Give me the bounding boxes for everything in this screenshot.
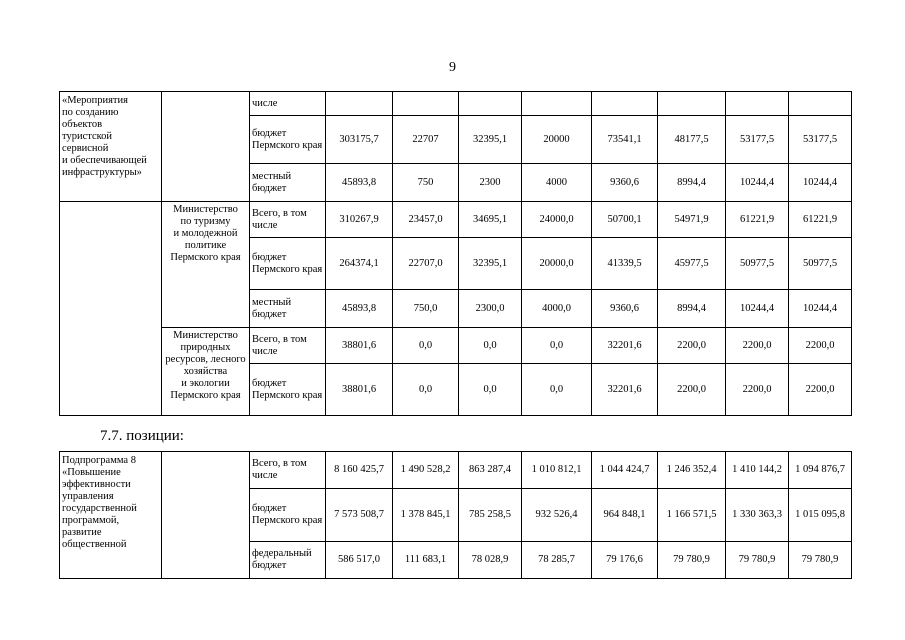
value-cell: 2300,0	[459, 290, 522, 328]
value-cell: 0,0	[459, 328, 522, 364]
value-cell: 2200,0	[789, 328, 852, 364]
value-cell: 2200,0	[789, 364, 852, 416]
value-cell: 34695,1	[459, 202, 522, 238]
value-cell: 8994,4	[658, 290, 726, 328]
program-name: Подпрограмма 8 «Повышение эффективности управления государственной программой, развитие общественной	[62, 455, 137, 550]
value-cell: 1 490 528,2	[393, 452, 459, 489]
value-cell: 10244,4	[726, 290, 789, 328]
value-cell: 8 160 425,7	[326, 452, 393, 489]
value-cell: 1 094 876,7	[789, 452, 852, 489]
program-cell-empty	[60, 202, 162, 416]
value-cell: 1 015 095,8	[789, 489, 852, 542]
value-cell: 78 285,7	[522, 542, 592, 579]
value-cell: 4000,0	[522, 290, 592, 328]
value-cell	[522, 92, 592, 116]
executor-cell	[162, 328, 250, 416]
value-cell: 750,0	[393, 290, 459, 328]
value-cell: 1 166 571,5	[658, 489, 726, 542]
value-cell: 38801,6	[326, 364, 393, 416]
funding-source: бюджет Пермского края	[250, 364, 326, 416]
value-cell: 50977,5	[789, 238, 852, 290]
value-cell: 61221,9	[789, 202, 852, 238]
value-cell: 1 010 812,1	[522, 452, 592, 489]
value-cell: 38801,6	[326, 328, 393, 364]
value-cell	[393, 92, 459, 116]
value-cell: 79 780,9	[726, 542, 789, 579]
program-name: «Мероприятия по созданию объектов туристской сервисной и обеспечивающей инфраструктуры»	[62, 95, 147, 178]
value-cell	[459, 92, 522, 116]
funding-source: бюджет Пермского края	[250, 238, 326, 290]
value-cell: 10244,4	[789, 290, 852, 328]
funding-source: Всего, в том числе	[250, 328, 326, 364]
value-cell: 79 780,9	[658, 542, 726, 579]
value-cell: 303175,7	[326, 116, 393, 164]
value-cell: 0,0	[459, 364, 522, 416]
table-row	[60, 328, 852, 364]
funding-source: бюджет Пермского края	[250, 489, 326, 542]
value-cell: 1 044 424,7	[592, 452, 658, 489]
value-cell: 9360,6	[592, 164, 658, 202]
value-cell: 4000	[522, 164, 592, 202]
value-cell: 750	[393, 164, 459, 202]
value-cell: 53177,5	[726, 116, 789, 164]
value-cell: 50977,5	[726, 238, 789, 290]
value-cell: 32201,6	[592, 364, 658, 416]
value-cell: 50700,1	[592, 202, 658, 238]
value-cell: 78 028,9	[459, 542, 522, 579]
value-cell: 20000	[522, 116, 592, 164]
value-cell: 0,0	[522, 364, 592, 416]
value-cell: 2200,0	[658, 364, 726, 416]
value-cell: 32201,6	[592, 328, 658, 364]
value-cell	[326, 92, 393, 116]
value-cell: 932 526,4	[522, 489, 592, 542]
executor-name: Министерство природных ресурсов, лесного хозяйства и экологии Пермского края	[165, 330, 246, 401]
funding-source: местный бюджет	[250, 164, 326, 202]
value-cell: 1 410 144,2	[726, 452, 789, 489]
value-cell: 2200,0	[658, 328, 726, 364]
value-cell: 22707,0	[393, 238, 459, 290]
section-subheading: 7.7. позиции:	[100, 428, 184, 444]
funding-source: местный бюджет	[250, 290, 326, 328]
value-cell: 10244,4	[726, 164, 789, 202]
table-row	[60, 202, 852, 238]
value-cell: 23457,0	[393, 202, 459, 238]
funding-table-continued	[59, 91, 852, 416]
value-cell: 24000,0	[522, 202, 592, 238]
value-cell: 2300	[459, 164, 522, 202]
value-cell	[658, 92, 726, 116]
value-cell: 61221,9	[726, 202, 789, 238]
value-cell: 32395,1	[459, 238, 522, 290]
value-cell: 2200,0	[726, 328, 789, 364]
value-cell: 53177,5	[789, 116, 852, 164]
value-cell: 20000,0	[522, 238, 592, 290]
value-cell: 1 246 352,4	[658, 452, 726, 489]
value-cell	[789, 92, 852, 116]
value-cell: 45893,8	[326, 290, 393, 328]
value-cell: 2200,0	[726, 364, 789, 416]
funding-source: федеральный бюджет	[250, 542, 326, 579]
program-name-cell	[60, 452, 162, 579]
value-cell: 863 287,4	[459, 452, 522, 489]
value-cell: 45977,5	[658, 238, 726, 290]
executor-cell-empty	[162, 452, 250, 579]
value-cell	[592, 92, 658, 116]
page-number: 9	[449, 60, 456, 75]
value-cell: 586 517,0	[326, 542, 393, 579]
value-cell: 79 176,6	[592, 542, 658, 579]
value-cell: 10244,4	[789, 164, 852, 202]
value-cell: 111 683,1	[393, 542, 459, 579]
funding-source: бюджет Пермского края	[250, 116, 326, 164]
value-cell: 0,0	[522, 328, 592, 364]
funding-source: Всего, в том числе	[250, 452, 326, 489]
value-cell: 264374,1	[326, 238, 393, 290]
table-row	[60, 92, 852, 116]
value-cell: 45893,8	[326, 164, 393, 202]
value-cell: 0,0	[393, 328, 459, 364]
value-cell: 32395,1	[459, 116, 522, 164]
value-cell: 54971,9	[658, 202, 726, 238]
value-cell: 1 330 363,3	[726, 489, 789, 542]
value-cell: 1 378 845,1	[393, 489, 459, 542]
value-cell: 79 780,9	[789, 542, 852, 579]
value-cell: 310267,9	[326, 202, 393, 238]
value-cell: 48177,5	[658, 116, 726, 164]
value-cell: 785 258,5	[459, 489, 522, 542]
value-cell: 41339,5	[592, 238, 658, 290]
executor-cell-empty	[162, 92, 250, 202]
value-cell	[726, 92, 789, 116]
program-name-cell	[60, 92, 162, 202]
value-cell: 22707	[393, 116, 459, 164]
value-cell: 964 848,1	[592, 489, 658, 542]
funding-table-positions	[59, 451, 852, 579]
executor-name: Министерство по туризму и молодежной политике Пермского края	[170, 204, 241, 263]
funding-source: Всего, в том числе	[250, 202, 326, 238]
value-cell: 73541,1	[592, 116, 658, 164]
value-cell: 9360,6	[592, 290, 658, 328]
value-cell: 0,0	[393, 364, 459, 416]
funding-source: числе	[250, 92, 326, 116]
value-cell: 8994,4	[658, 164, 726, 202]
executor-cell	[162, 202, 250, 328]
value-cell: 7 573 508,7	[326, 489, 393, 542]
table-row	[60, 452, 852, 489]
